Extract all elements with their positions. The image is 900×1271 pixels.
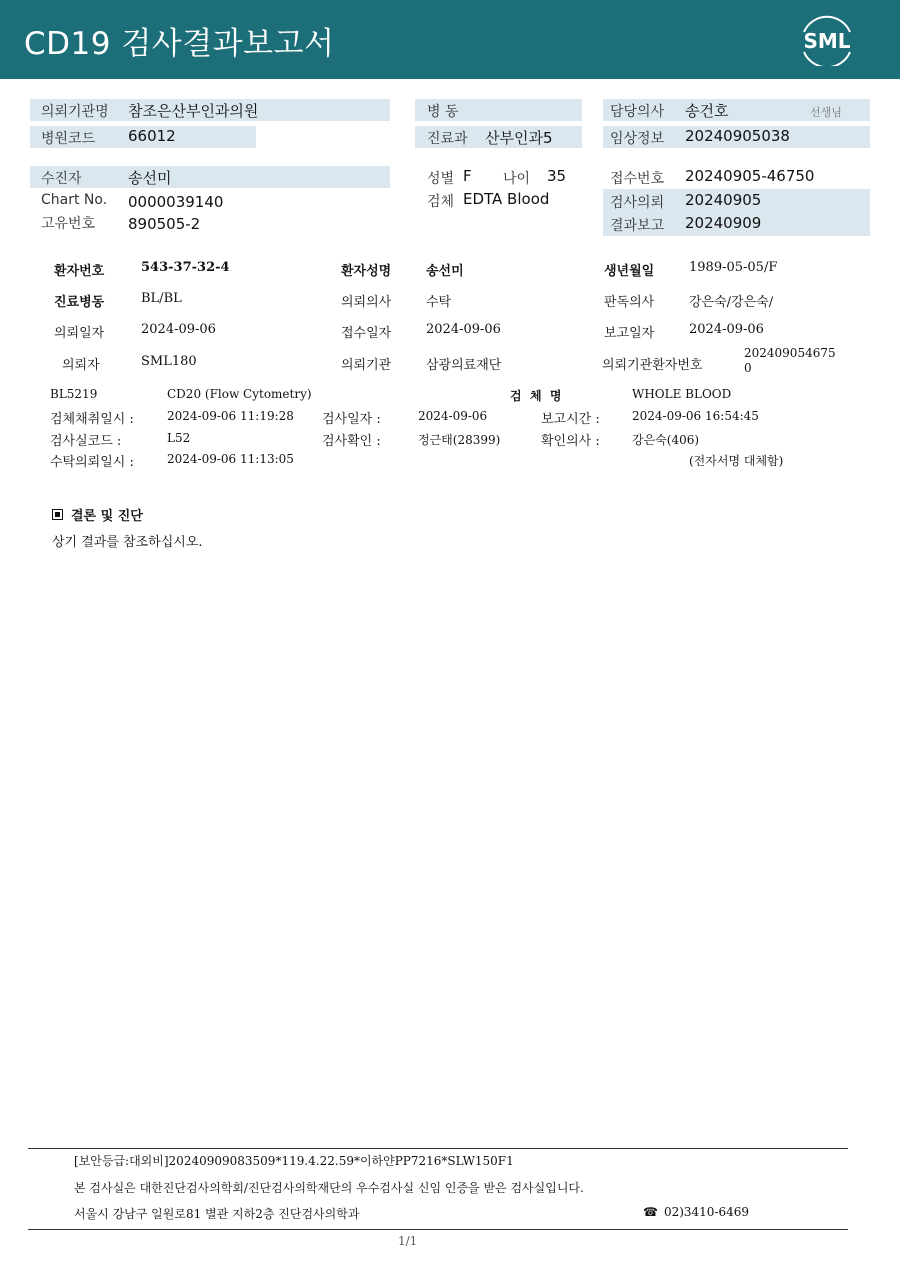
page-number: 1/1 [398, 1234, 418, 1248]
req-doctor-value: 수탁 [426, 295, 452, 310]
unique-value: 890505-2 [128, 215, 201, 233]
conclusion-text: 상기 결과를 참조하십시오. [52, 535, 203, 550]
patient-value: 송선미 [128, 169, 172, 187]
requester-label: 의뢰자 [62, 358, 100, 373]
report-header [0, 0, 900, 79]
reader-label: 판독의사 [604, 295, 655, 310]
label-box [30, 166, 390, 188]
dob-value: 1989-05-05/F [689, 260, 778, 275]
test-name: CD20 (Flow Cytometry) [167, 387, 312, 401]
report-time-label: 보고시간 : [541, 412, 600, 427]
lab-code-label: 검사실코드 : [50, 434, 122, 449]
footer-bottom-rule [28, 1229, 848, 1230]
specimen-value: EDTA Blood [463, 190, 550, 208]
age-value: 35 [547, 167, 567, 185]
chart-label: Chart No. [41, 192, 108, 208]
inst-patient-value-2: 0 [744, 361, 752, 375]
doctor-value: 송건호 [685, 102, 729, 120]
requester-value: SML180 [141, 354, 197, 369]
rec-date-value: 2024-09-06 [426, 322, 501, 337]
specimen-name-label: 검 체 명 [510, 389, 562, 403]
rep-date-label: 보고일자 [604, 326, 655, 341]
conclusion-heading: 결론 및 진단 [71, 509, 143, 524]
chart-value: 0000039140 [128, 193, 224, 211]
clinical-value: 20240905038 [685, 127, 790, 145]
test-confirm-label: 검사확인 : [322, 434, 381, 449]
dept-label: 진료과 [427, 131, 468, 147]
address-line: 서울시 강남구 일원로81 별관 지하2층 진단검사의학과 [74, 1207, 360, 1221]
contract-value: 2024-09-06 11:13:05 [167, 452, 294, 466]
ward-label: 병 동 [427, 104, 459, 120]
phone-number: 02)3410-6469 [663, 1205, 750, 1219]
patient-label: 수진자 [41, 171, 82, 187]
phone-icon: ☎ [643, 1205, 658, 1219]
patient-name-value: 송선미 [426, 264, 464, 279]
test-request-label: 검사의뢰 [610, 195, 665, 211]
result-report-value: 20240909 [685, 214, 762, 232]
report-time-value: 2024-09-06 16:54:45 [632, 409, 759, 423]
specimen-label: 검체 [427, 194, 455, 210]
inst-patient-label: 의뢰기관환자번호 [602, 358, 703, 373]
req-inst-value: 삼광의료재단 [426, 358, 502, 373]
confirm-doctor-label: 확인의사 : [541, 434, 600, 449]
institution-label: 의뢰기관명 [41, 104, 109, 120]
doctor-suffix: 선생님 [810, 106, 842, 119]
collect-value: 2024-09-06 11:19:28 [167, 409, 294, 423]
test-date-value: 2024-09-06 [418, 409, 488, 423]
req-date-value: 2024-09-06 [141, 322, 216, 337]
institution-value: 참조은산부인과의원 [128, 102, 259, 120]
sml-logo [794, 12, 860, 66]
footer-top-rule [28, 1148, 848, 1149]
confirm-doctor-value: 강은숙(406) [632, 433, 700, 447]
clinical-label: 임상정보 [610, 131, 665, 147]
hospital-code-label: 병원코드 [41, 131, 96, 147]
sex-label: 성별 [427, 171, 455, 187]
phone-row [643, 1205, 749, 1219]
req-doctor-label: 의뢰의사 [341, 295, 392, 310]
esign-note: (전자서명 대체함) [689, 454, 784, 468]
test-request-value: 20240905 [685, 191, 762, 209]
inst-patient-value-1: 202409054675 [744, 346, 836, 360]
clinic-ward-label: 진료병동 [54, 295, 105, 310]
dob-label: 생년월일 [604, 264, 655, 279]
rec-date-label: 접수일자 [341, 326, 392, 341]
clinic-ward-value: BL/BL [141, 291, 182, 306]
unique-label: 고유번호 [41, 216, 96, 232]
result-report-label: 결과보고 [610, 218, 665, 234]
test-date-label: 검사일자 : [322, 412, 381, 427]
patient-id-label: 환자번호 [54, 264, 105, 279]
collect-label: 검체채취일시 : [50, 412, 134, 427]
req-date-label: 의뢰일자 [54, 326, 105, 341]
specimen-name-value: WHOLE BLOOD [632, 387, 732, 401]
logo-text: SML [803, 29, 851, 53]
security-line: [보안등급:대외비]20240909083509*119.4.22.59*이하얀PP7216*SLW150F1 [74, 1154, 514, 1168]
contract-label: 수탁의뢰일시 : [50, 455, 134, 470]
test-code: BL5219 [50, 387, 98, 401]
hospital-code-value: 66012 [128, 127, 176, 145]
sex-value: F [463, 167, 472, 185]
patient-id-value: 543-37-32-4 [141, 260, 230, 275]
receipt-label: 접수번호 [610, 171, 665, 187]
req-inst-label: 의뢰기관 [341, 358, 392, 373]
age-label: 나이 [503, 171, 531, 187]
conclusion-heading-row [52, 505, 143, 524]
reader-value: 강은숙/강은숙/ [689, 295, 774, 310]
rep-date-value: 2024-09-06 [689, 322, 764, 337]
lab-code-value: L52 [167, 431, 191, 445]
report-title: CD19 검사결과보고서 [24, 26, 335, 62]
receipt-value: 20240905-46750 [685, 167, 815, 185]
test-confirm-value: 정근태(28399) [418, 433, 501, 447]
square-bullet-icon [52, 509, 63, 520]
dept-value: 산부인과5 [485, 129, 553, 147]
certification-line: 본 검사실은 대한진단검사의학회/진단검사의학재단의 우수검사실 신임 인증을 받은 검사실입니다. [74, 1181, 584, 1195]
patient-name-label: 환자성명 [341, 264, 392, 279]
doctor-label: 담당의사 [610, 104, 665, 120]
